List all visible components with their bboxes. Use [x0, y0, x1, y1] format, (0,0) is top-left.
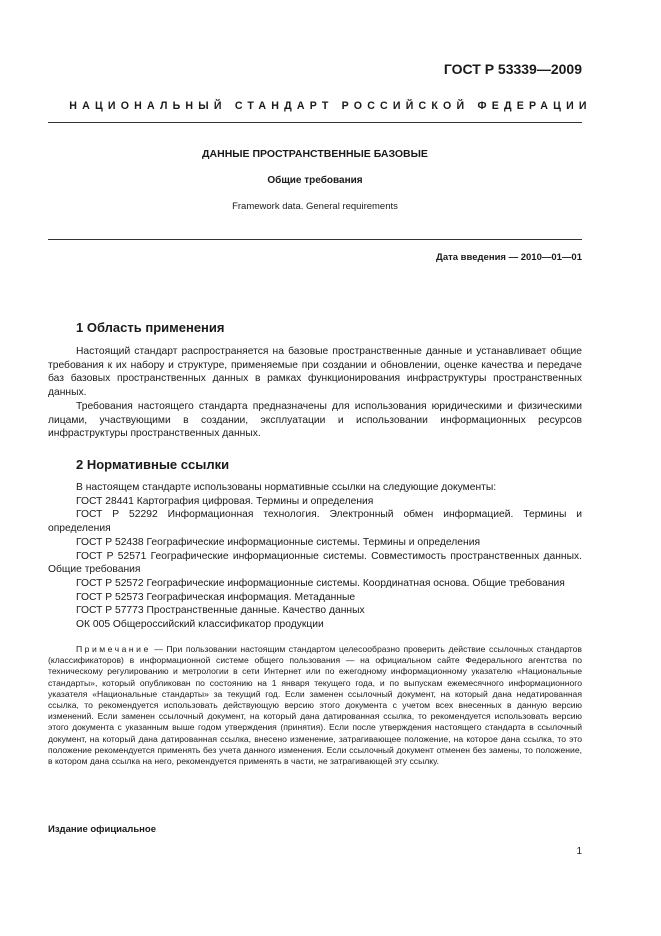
section-2-heading: 2 Нормативные ссылки — [76, 457, 230, 472]
header-divider-top — [48, 122, 582, 123]
page-number: 1 — [576, 846, 582, 857]
section-1-paragraph-1: Настоящий стандарт распространяется на базовые пространственные данные и устанавливает общие требования к их набору и структуре, применяемые при создании и обновлении, оценке качества и передаче баз базовых пространственных данных в рамках функционирования инфраструктуры пространственных данных. — [48, 346, 582, 399]
reference-item: ГОСТ Р 57773 Пространственные данные. Качество данных — [76, 605, 365, 617]
reference-item: ГОСТ 28441 Картография цифровая. Термины и определения — [76, 495, 374, 507]
reference-item: ГОСТ Р 52438 Географические информационные системы. Термины и определения — [76, 536, 481, 548]
introduction-date: Дата введения — 2010—01—01 — [436, 252, 582, 263]
document-code: ГОСТ Р 53339—2009 — [443, 61, 582, 77]
section-1-heading: 1 Область применения — [76, 320, 225, 335]
header-divider-bottom — [48, 239, 582, 240]
document-title: ДАННЫЕ ПРОСТРАНСТВЕННЫЕ БАЗОВЫЕ — [202, 148, 428, 160]
note-text: — При пользовании настоящим стандартом целесообразно проверить действие ссылочных стандартов (классификаторов) в информационной системе общего пользования — на официальном сайте Федерального агентства по техническому регулированию и метрологии в сети Интернет или по ежегодному информационному указателю «Национальные стандарты», который опубликован по состоянию на 1 января текущего года, и по выпускам ежемесячного информационного указателя «Национальные стандарты» за текущий год. Если заменен ссылочный документ, на который дана недатированная ссылка, то рекомендуется использовать действующую версию этого документа с учетом всех внесенных в данную версию изменений. Если заменен ссылочный документ, на который дана датированная ссылка, то рекомендуется использовать версию этого документа с указанным выше годом утверждения (принятия). Если после утверждения настоящего стандарта в ссылочный документ, на который дана датированная ссылка, внесено изменение, затрагивающее положение, на которое дана ссылка, то это положение рекомендуется применять без учета данного изменения. Если ссылочный документ отменен без замены, то положение, в котором дана ссылка на него, рекомендуется применять в части, не затрагивающей эту ссылку. — [48, 644, 582, 767]
english-title: Framework data. General requirements — [232, 201, 398, 212]
official-edition-label: Издание официальное — [48, 824, 156, 835]
section-2-body — [48, 481, 582, 632]
reference-item: ОК 005 Общероссийский классификатор продукции — [76, 619, 324, 631]
national-standard-heading: НАЦИОНАЛЬНЫЙ СТАНДАРТ РОССИЙСКОЙ ФЕДЕРАЦИИ — [69, 100, 592, 112]
reference-item: ГОСТ Р 52573 Географическая информация. Метаданные — [76, 591, 356, 603]
section-2-note — [48, 644, 582, 767]
section-1-paragraph-2: Требования настоящего стандарта предназначены для использования юридическими и физическими лицами, участвующими в создании, эксплуатации и использовании информационных ресурсов инфраструктуры пространственных данных. — [48, 400, 582, 440]
section-2-intro: В настоящем стандарте использованы нормативные ссылки на следующие документы: — [76, 482, 497, 493]
reference-item: ГОСТ Р 52572 Географические информационные системы. Координатная основа. Общие требования — [76, 577, 565, 589]
reference-item: ГОСТ Р 52292 Информационная технология. Электронный обмен информацией. Термины и определения — [48, 509, 582, 535]
section-1-body — [48, 345, 582, 441]
note-label: Примечание — [76, 644, 151, 654]
reference-item: ГОСТ Р 52571 Географические информационные системы. Совместимость пространственных данных. Общие требования — [48, 550, 582, 576]
document-subtitle: Общие требования — [267, 175, 363, 186]
